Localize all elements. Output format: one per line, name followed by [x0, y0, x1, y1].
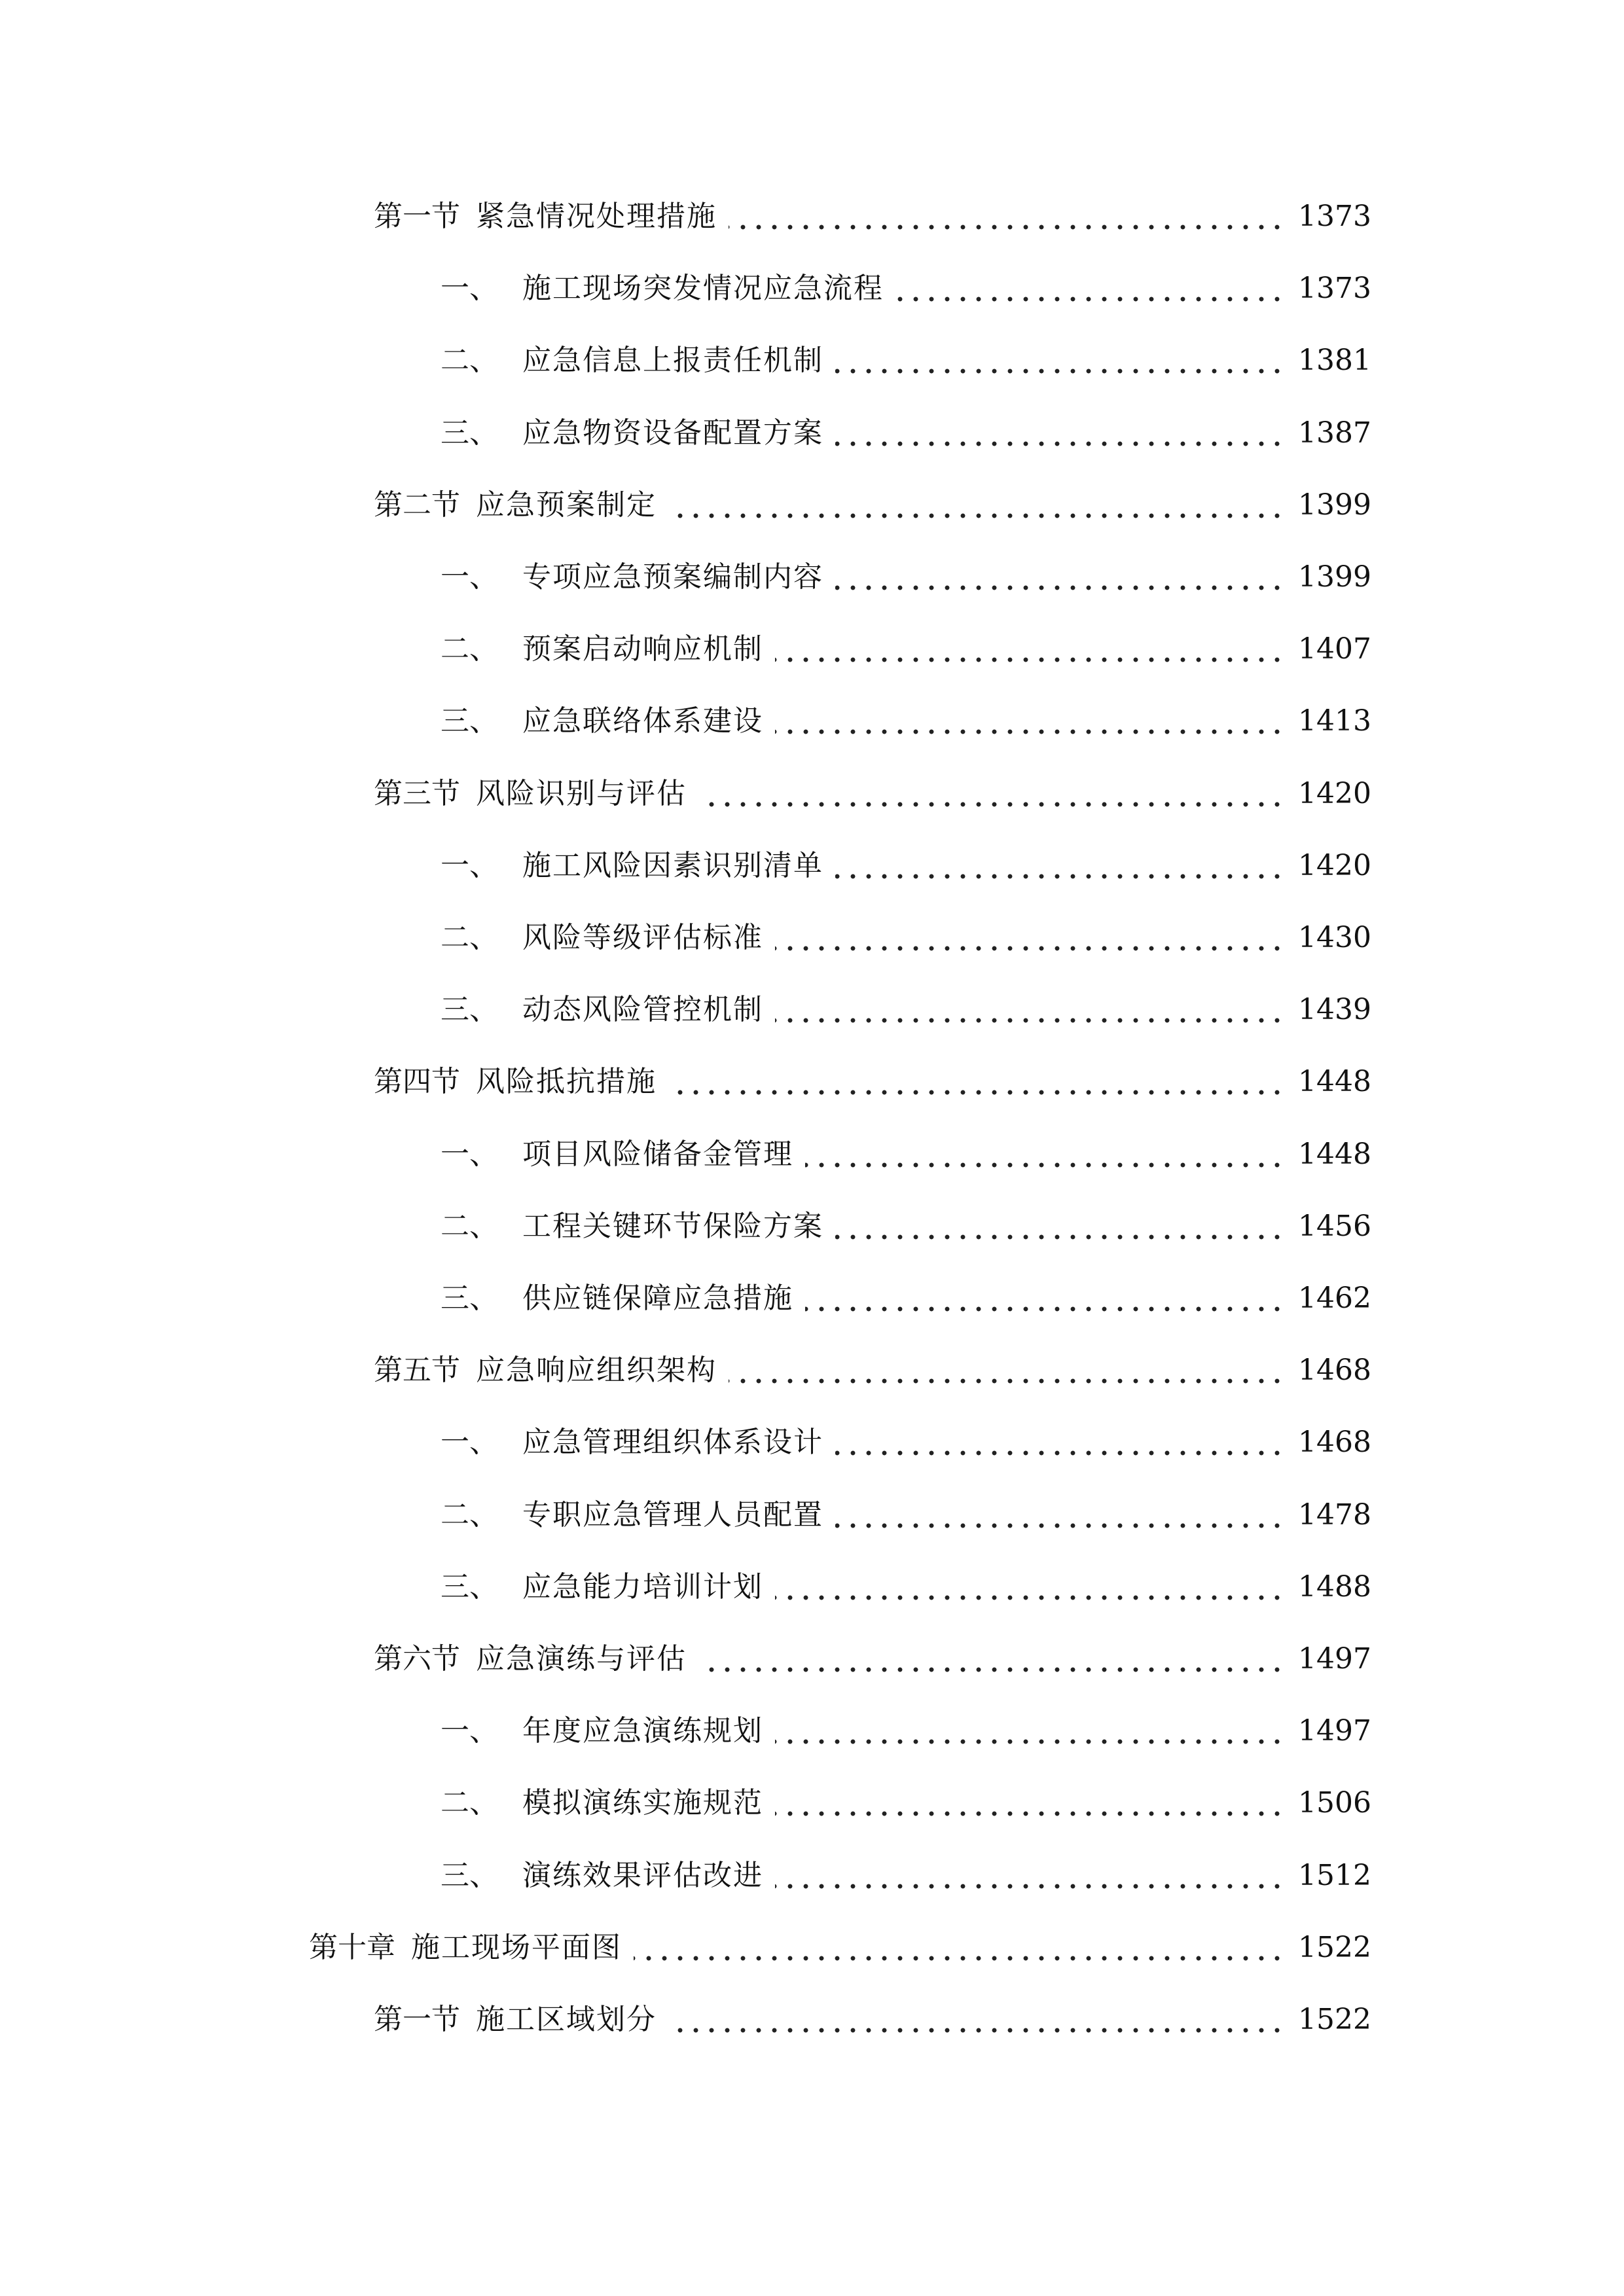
- toc-entry-number: 第五节: [374, 1354, 460, 1387]
- toc-entry-page-number: 1468: [1298, 1426, 1371, 1459]
- toc-dot-leader: [835, 843, 1285, 889]
- toc-entry-number: 一、: [441, 1426, 498, 1459]
- toc-entry-inner: [441, 626, 1371, 672]
- toc-entry-inner: [441, 1853, 1371, 1899]
- toc-entry-page-number: 1448: [1298, 1065, 1371, 1098]
- toc-dot-leader: [805, 1276, 1285, 1321]
- toc-entry-inner: [374, 1059, 1371, 1105]
- toc-entry-page-number: 1522: [1298, 2003, 1371, 2036]
- toc-entry[interactable]: [0, 1636, 1624, 1682]
- toc-entry-inner: [441, 266, 1371, 312]
- toc-entry-inner: [441, 698, 1371, 744]
- toc-entry-inner: [441, 1420, 1371, 1465]
- toc-dot-leader: [805, 1132, 1285, 1177]
- toc-entry-title: 应急联络体系建设: [522, 704, 763, 738]
- toc-entry[interactable]: [0, 554, 1624, 600]
- toc-entry-number: 第一节: [374, 200, 460, 233]
- toc-entry[interactable]: [0, 1420, 1624, 1465]
- toc-entry-page-number: 1497: [1298, 1714, 1371, 1748]
- toc-entry-number: 第六节: [374, 1642, 460, 1676]
- toc-entry-title: 项目风险储备金管理: [522, 1138, 793, 1171]
- toc-entry-page-number: 1373: [1298, 272, 1371, 305]
- toc-entry-number: 一、: [441, 272, 498, 305]
- toc-entry-inner: [441, 1492, 1371, 1538]
- toc-entry-number: 第二节: [374, 488, 460, 522]
- toc-entry-page-number: 1420: [1298, 849, 1371, 882]
- toc-entry-inner: [441, 410, 1371, 456]
- toc-entry-inner: [441, 987, 1371, 1033]
- toc-entry-inner: [441, 1276, 1371, 1321]
- toc-dot-leader: [634, 1925, 1285, 1971]
- toc-entry-title: 风险识别与评估: [476, 777, 687, 810]
- toc-entry-title: 年度应急演练规划: [522, 1714, 763, 1748]
- toc-entry-number: 三、: [441, 1859, 498, 1892]
- toc-entry-title: 工程关键环节保险方案: [522, 1210, 823, 1243]
- toc-entry[interactable]: [0, 1997, 1624, 2043]
- toc-entry-number: 三、: [441, 416, 498, 450]
- toc-entry[interactable]: [0, 1204, 1624, 1249]
- toc-dot-leader: [895, 266, 1285, 312]
- toc-entry-page-number: 1399: [1298, 560, 1371, 594]
- toc-entry-number: 二、: [441, 1210, 498, 1243]
- toc-entry-number: 三、: [441, 704, 498, 738]
- toc-entry-page-number: 1497: [1298, 1642, 1371, 1676]
- toc-entry-title: 动态风险管控机制: [522, 993, 763, 1026]
- toc-entry-number: 一、: [441, 1714, 498, 1748]
- toc-entry-inner: [374, 482, 1371, 528]
- toc-entry[interactable]: [0, 1853, 1624, 1899]
- toc-entry[interactable]: [0, 1132, 1624, 1177]
- toc-entry-title: 应急响应组织架构: [476, 1354, 717, 1387]
- toc-dot-leader: [668, 1997, 1285, 2043]
- toc-entry-inner: [441, 1204, 1371, 1249]
- toc-entry-page-number: 1373: [1298, 200, 1371, 233]
- toc-entry-inner: [441, 1564, 1371, 1610]
- toc-entry-inner: [441, 1780, 1371, 1826]
- toc-entry-title: 紧急情况处理措施: [476, 200, 717, 233]
- toc-dot-leader: [835, 1204, 1285, 1249]
- toc-dot-leader: [775, 987, 1285, 1033]
- toc-entry[interactable]: [0, 1780, 1624, 1826]
- toc-entry[interactable]: [0, 1925, 1624, 1971]
- toc-entry-page-number: 1468: [1298, 1354, 1371, 1387]
- toc-entry-inner: [374, 771, 1371, 817]
- toc-entry-page-number: 1506: [1298, 1786, 1371, 1820]
- toc-dot-leader: [698, 771, 1285, 817]
- toc-entry-title: 预案启动响应机制: [522, 632, 763, 666]
- toc-entry[interactable]: [0, 410, 1624, 456]
- toc-entry-number: 三、: [441, 1282, 498, 1315]
- toc-entry-title: 施工现场突发情况应急流程: [522, 272, 884, 305]
- toc-entry-number: 二、: [441, 921, 498, 954]
- toc-entry-number: 一、: [441, 849, 498, 882]
- toc-entry-title: 专职应急管理人员配置: [522, 1498, 823, 1532]
- toc-entry[interactable]: [0, 843, 1624, 889]
- toc-dot-leader: [835, 338, 1285, 384]
- toc-entry-inner: [374, 1636, 1371, 1682]
- toc-dot-leader: [698, 1636, 1285, 1682]
- toc-entry-inner: [441, 843, 1371, 889]
- toc-dot-leader: [835, 554, 1285, 600]
- toc-entry-page-number: 1488: [1298, 1570, 1371, 1604]
- toc-entry[interactable]: [0, 915, 1624, 961]
- toc-dot-leader: [729, 1348, 1285, 1393]
- toc-entry-number: 二、: [441, 1786, 498, 1820]
- toc-entry-page-number: 1420: [1298, 777, 1371, 810]
- toc-entry-title: 施工风险因素识别清单: [522, 849, 823, 882]
- toc-dot-leader: [668, 482, 1285, 528]
- toc-entry-page-number: 1413: [1298, 704, 1371, 738]
- toc-dot-leader: [775, 626, 1285, 672]
- toc-entry[interactable]: [0, 626, 1624, 672]
- toc-entry-title: 供应链保障应急措施: [522, 1282, 793, 1315]
- toc-entry-title: 风险等级评估标准: [522, 921, 763, 954]
- toc-dot-leader: [775, 1708, 1285, 1754]
- toc-entry-page-number: 1456: [1298, 1210, 1371, 1243]
- toc-entry-page-number: 1448: [1298, 1138, 1371, 1171]
- toc-entry-title: 应急演练与评估: [476, 1642, 687, 1676]
- toc-entry-title: 施工区域划分: [476, 2003, 657, 2036]
- toc-dot-leader: [835, 1420, 1285, 1465]
- toc-entry-inner: [441, 1708, 1371, 1754]
- toc-entry[interactable]: [0, 1059, 1624, 1105]
- toc-entry-page-number: 1407: [1298, 632, 1371, 666]
- toc-entry-inner: [441, 1132, 1371, 1177]
- toc-entry-inner: [374, 1997, 1371, 2043]
- toc-entry-title: 演练效果评估改进: [522, 1859, 763, 1892]
- toc-entry-title: 应急物资设备配置方案: [522, 416, 823, 450]
- toc-entry-title: 应急管理组织体系设计: [522, 1426, 823, 1459]
- toc-entry[interactable]: [0, 1564, 1624, 1610]
- toc-dot-leader: [668, 1059, 1285, 1105]
- toc-dot-leader: [729, 194, 1285, 240]
- toc-entry[interactable]: [0, 1708, 1624, 1754]
- toc-entry-number: 三、: [441, 993, 498, 1026]
- toc-entry-page-number: 1462: [1298, 1282, 1371, 1315]
- toc-entry[interactable]: [0, 698, 1624, 744]
- toc-entry-inner: [441, 338, 1371, 384]
- toc-entry[interactable]: [0, 771, 1624, 817]
- toc-entry[interactable]: [0, 987, 1624, 1033]
- toc-entry-number: 一、: [441, 1138, 498, 1171]
- toc-entry[interactable]: [0, 338, 1624, 384]
- toc-entry-page-number: 1512: [1298, 1859, 1371, 1892]
- toc-dot-leader: [775, 698, 1285, 744]
- toc-dot-leader: [835, 410, 1285, 456]
- toc-entry-title: 应急信息上报责任机制: [522, 344, 823, 377]
- toc-entry-page-number: 1478: [1298, 1498, 1371, 1532]
- toc-entry-inner: [441, 554, 1371, 600]
- toc-entry-inner: [374, 194, 1371, 240]
- toc-entry-title: 专项应急预案编制内容: [522, 560, 823, 594]
- toc-entry-inner: [441, 915, 1371, 961]
- toc-entry-page-number: 1387: [1298, 416, 1371, 450]
- toc-dot-leader: [835, 1492, 1285, 1538]
- toc-entry-number: 二、: [441, 344, 498, 377]
- toc-entry-number: 二、: [441, 1498, 498, 1532]
- toc-entry[interactable]: [0, 482, 1624, 528]
- toc-entry-number: 三、: [441, 1570, 498, 1604]
- toc-entry-number: 第十章: [309, 1931, 395, 1964]
- toc-dot-leader: [775, 1853, 1285, 1899]
- toc-entry[interactable]: [0, 1492, 1624, 1538]
- toc-dot-leader: [775, 1564, 1285, 1610]
- toc-entry[interactable]: [0, 1276, 1624, 1321]
- toc-entry-page-number: 1381: [1298, 344, 1371, 377]
- toc-entry-number: 第三节: [374, 777, 460, 810]
- toc-entry[interactable]: [0, 1348, 1624, 1393]
- toc-dot-leader: [775, 1780, 1285, 1826]
- toc-entry[interactable]: [0, 194, 1624, 240]
- toc-entry-page-number: 1430: [1298, 921, 1371, 954]
- toc-entry-title: 模拟演练实施规范: [522, 1786, 763, 1820]
- toc-entry-title: 应急能力培训计划: [522, 1570, 763, 1604]
- toc-entry-title: 风险抵抗措施: [476, 1065, 657, 1098]
- toc-entry-number: 一、: [441, 560, 498, 594]
- toc-entry-inner: [309, 1925, 1371, 1971]
- toc-entry-number: 第一节: [374, 2003, 460, 2036]
- toc-entry-number: 第四节: [374, 1065, 460, 1098]
- toc-dot-leader: [775, 915, 1285, 961]
- toc-entry-page-number: 1522: [1298, 1931, 1371, 1964]
- toc-entry-page-number: 1439: [1298, 993, 1371, 1026]
- toc-entry-inner: [374, 1348, 1371, 1393]
- toc-entry-title: 应急预案制定: [476, 488, 657, 522]
- toc-entry-page-number: 1399: [1298, 488, 1371, 522]
- toc-entry-number: 二、: [441, 632, 498, 666]
- toc-entry[interactable]: [0, 266, 1624, 312]
- toc-entry-title: 施工现场平面图: [411, 1931, 622, 1964]
